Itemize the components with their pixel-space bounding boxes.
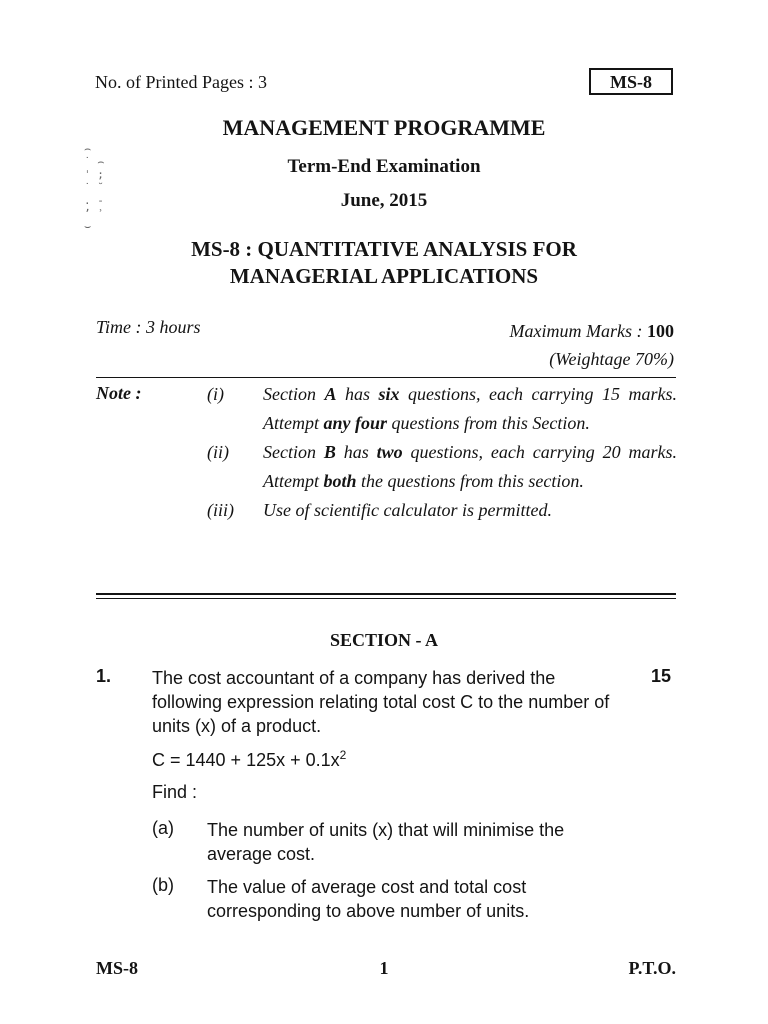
note-item-number: (i) (207, 384, 224, 404)
subquestion-a-label: (a) (152, 818, 174, 838)
time-value: 3 hours (146, 317, 201, 337)
subquestion-b-text: The value of average cost and total cost corresponding to above number of units. (207, 877, 530, 921)
max-marks-label: Maximum Marks : (509, 321, 647, 341)
max-marks-value: 100 (647, 321, 674, 341)
max-marks-info (510, 317, 674, 373)
note-item (207, 380, 677, 438)
question-number: 1. (96, 666, 112, 686)
footer-code: MS-8 (96, 958, 138, 978)
subquestion-b-label: (b) (152, 875, 174, 895)
find-label: Find : (152, 782, 198, 802)
weightage: (Weightage 70%) (549, 349, 674, 369)
course-title (0, 236, 768, 290)
note-item-text: Section A has six questions, each carrying 15 marks. Attempt any four questions from this Section. (263, 384, 677, 433)
question-marks: 15 (651, 666, 672, 686)
note-item-number: (ii) (207, 442, 229, 462)
time-label: Time : (96, 317, 147, 337)
note-item-text: Section B has two questions, each carrying 20 marks. Attempt both the questions from this section. (263, 442, 677, 491)
subquestion-a-text: The number of units (x) that will minimise the average cost. (207, 820, 565, 864)
exam-title: Term-End Examination (287, 156, 481, 177)
divider-double-top (96, 593, 676, 595)
divider-top (96, 377, 676, 378)
note-item (207, 438, 677, 496)
section-heading: SECTION - A (329, 630, 439, 650)
question-text: The cost accountant of a company has derived the following expression relating total cost C to the number of units (x) of a product. (152, 668, 610, 736)
time-info (96, 317, 201, 338)
divider-double-bottom (96, 598, 676, 599)
paper-code-box: MS-8 (589, 68, 673, 95)
pto-label: P.T.O. (628, 958, 676, 978)
cost-formula (152, 748, 346, 771)
programme-title: MANAGEMENT PROGRAMME (222, 115, 546, 140)
note-item-text: Use of scientific calculator is permitted. (263, 500, 552, 520)
margin-marks: ⌢ ˙ ⌢ ˈ ; ˙ ˘ . - ʼ ʾ ⌣ (84, 142, 105, 233)
note-item (207, 496, 677, 525)
page-number: 1 (379, 958, 389, 978)
note-label: Note : (96, 383, 142, 403)
printed-pages: No. of Printed Pages : 3 (95, 72, 267, 92)
exam-date: June, 2015 (340, 190, 428, 211)
course-title-line2: MANAGERIAL APPLICATIONS (229, 264, 539, 288)
course-title-line1: MS-8 : QUANTITATIVE ANALYSIS FOR (191, 237, 577, 261)
formula-exponent: 2 (339, 748, 347, 762)
note-item-number: (iii) (207, 500, 234, 520)
note-list (207, 380, 677, 525)
formula-main: C = 1440 + 125x + 0.1x (152, 750, 340, 770)
